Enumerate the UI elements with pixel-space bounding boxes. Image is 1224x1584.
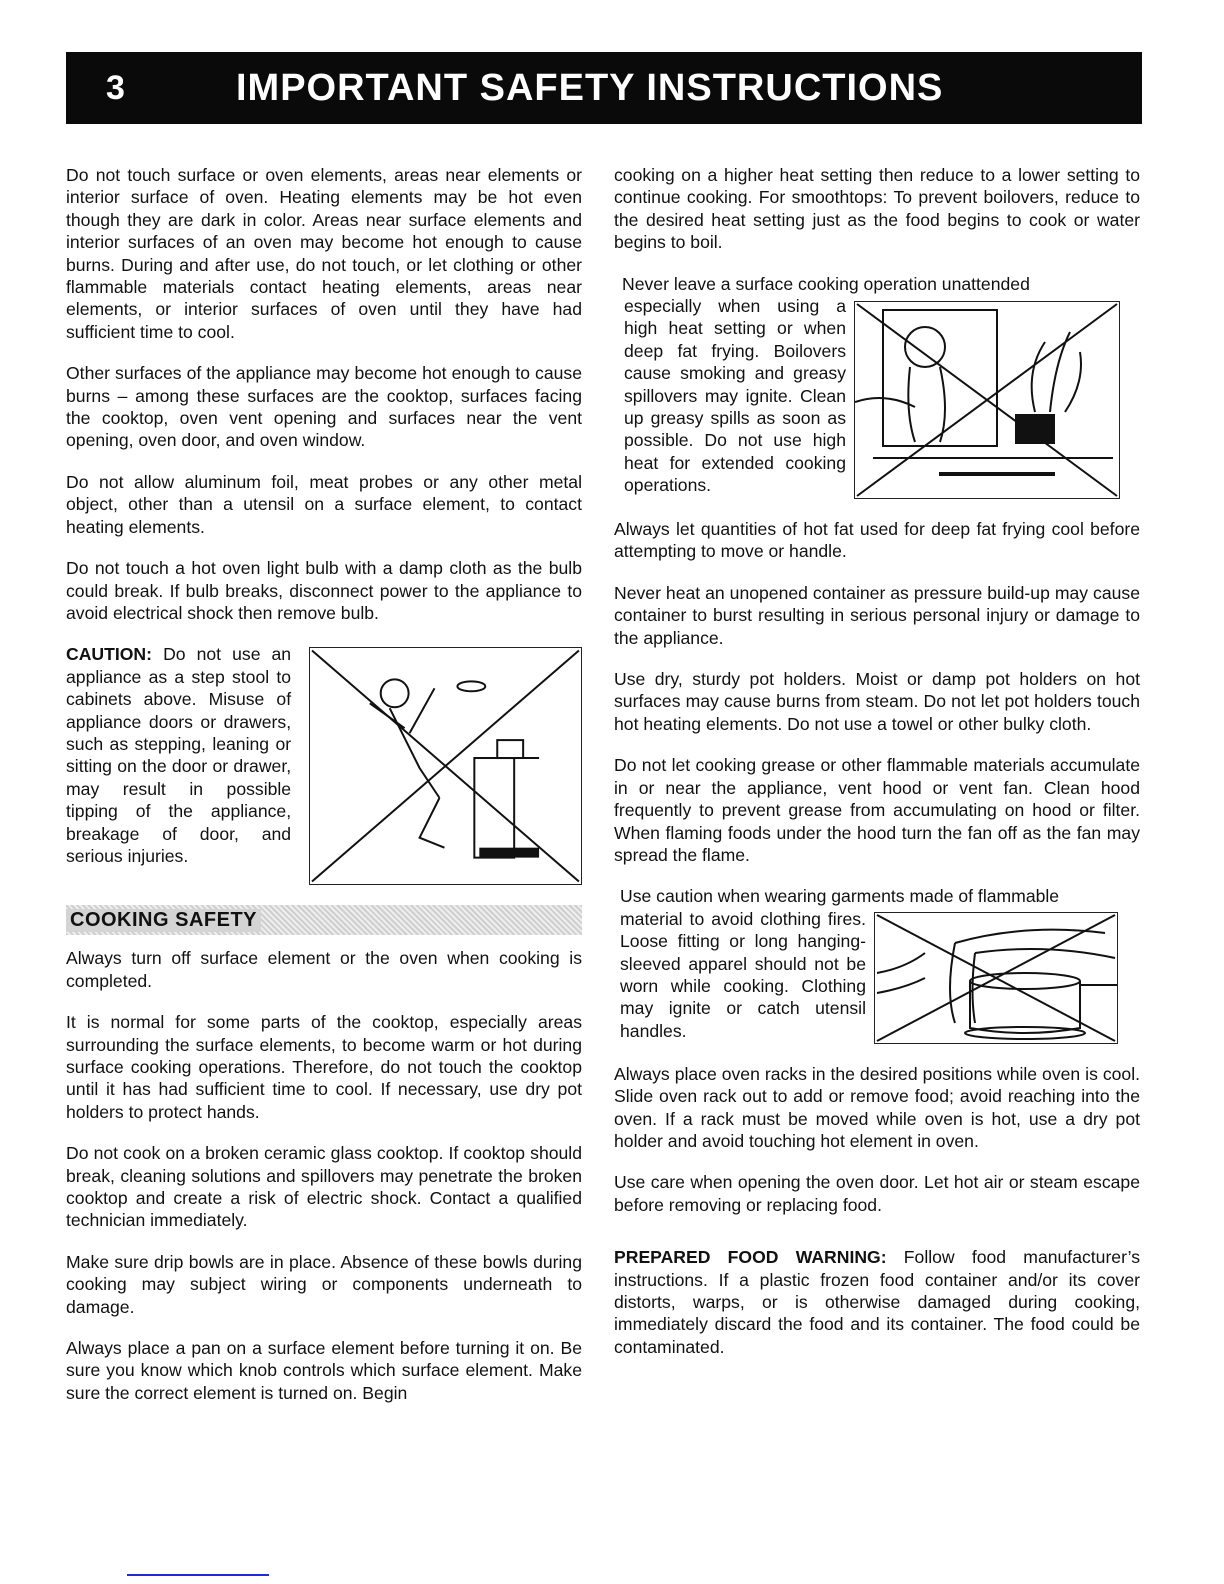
page-title: IMPORTANT SAFETY INSTRUCTIONS [236, 66, 944, 109]
caution-text [66, 643, 291, 867]
paragraph: Do not let cooking grease or other flammable materials accumulate in or near the appliance, vent hood or vent fan. Clean hood frequently to prevent grease from accumulating on hood or filter. When flaming foods under the hood turn the fan off as the fan may spread the flame. [614, 755, 1140, 865]
unattended-cooking-illustration [854, 301, 1120, 499]
cooking-safety-heading [66, 905, 582, 935]
paragraph: Always place a pan on a surface element before turning it on. Be sure you know which knob controls which surface element. Make sure the correct element is turned on. Begin [66, 1338, 582, 1403]
unattended-first-line: Never leave a surface cooking operation unattended [622, 273, 1030, 294]
paragraph: Do not allow aluminum foil, meat probes or any other metal object, other than a utensil on a surface element, to contact heating elements. [66, 471, 582, 537]
right-column [614, 164, 1140, 1377]
paragraph: Do not touch a hot oven light bulb with a damp cloth as the bulb could break. If bulb breaks, disconnect power to the appliance to avoid electrical shock then remove bulb. [66, 558, 582, 623]
paragraph: It is normal for some parts of the cooktop, especially areas surrounding the surface elements, to become warm or hot during surface cooking operations. Therefore, do not touch the cooktop until it has had sufficient time to cool. If necessary, use dry pot holders to protect hands. [66, 1012, 582, 1122]
paragraph: Make sure drip bowls are in place. Absence of these bowls during cooking may subject wiring or components underneath to damage. [66, 1251, 582, 1317]
unattended-text: especially when using a high heat setting or when deep fat frying. Boilovers cause smoking and greasy spillovers may ignite. Clean up greasy spills as soon as possible. Do not use high heat for extended cooking operations. [624, 296, 846, 496]
paragraph: Always turn off surface element or the oven when cooking is completed. [66, 948, 582, 991]
paragraph: Other surfaces of the appliance may become hot enough to cause burns – among these surfaces are the cooktop, surfaces facing the cooktop, oven vent opening and surfaces near the vent opening, oven door, and oven window. [66, 363, 582, 451]
footer-rule [127, 1574, 269, 1576]
caution-body: Do not use an appliance as a step stool to cabinets above. Misuse of appliance doors or drawers, such as stepping, leaning or sitting on the door or drawer, may result in possible tipping of the appliance, breakage of door, and serious injuries. [66, 644, 292, 866]
paragraph: Do not cook on a broken ceramic glass cooktop. If cooktop should break, cleaning solutions and spillovers may penetrate the broken cooktop and create a risk of electric shock. Contact a qualified technician immediately. [66, 1143, 582, 1231]
page-number: 3 [106, 68, 125, 107]
prohibited-cross-icon [310, 648, 581, 884]
paragraph: Use care when opening the oven door. Let hot air or steam escape before removing or replacing food. [614, 1172, 1140, 1215]
paragraph: Never heat an unopened container as pressure build-up may cause container to burst resulting in serious personal injury or damage to the appliance. [614, 582, 1140, 648]
garments-text: material to avoid clothing fires. Loose fitting or long hanging-sleeved apparel should not be worn while cooking. Clothing may ignite or catch utensil handles. [620, 908, 866, 1041]
section-heading-text: COOKING SAFETY [66, 909, 261, 931]
page-header-bar [66, 52, 1142, 124]
paragraph: Do not touch surface or oven elements, areas near elements or interior surface of oven. Heating elements may be hot even though they are dark in color. Areas near surface elements and interior surfaces of an oven may become hot enough to cause burns. During and after use, do not touch, or let clothing or other flammable materials contact heating elements, areas near elements, or interior surfaces of oven until they have had sufficient time to cool. [66, 165, 582, 342]
paragraph: Always let quantities of hot fat used for deep fat frying cool before attempting to move or handle. [614, 519, 1140, 562]
warning-body: Follow food manufacturer’s instructions. If a plastic frozen food container and/or its cover distorts, warps, or is otherwise damaged during cooking, immediately discard the food and its container. The food could be contaminated. [614, 1247, 1140, 1357]
paragraph: Always place oven racks in the desired positions while oven is cool. Slide oven rack out to add or remove food; avoid reaching into the oven. If a rack must be moved while oven is hot, use a dry pot holder and avoid touching hot element in oven. [614, 1063, 1140, 1151]
caution-label: CAUTION: [66, 644, 153, 665]
prepared-food-warning [614, 1246, 1140, 1358]
prohibited-cross-icon [875, 913, 1117, 1043]
garments-first-line: Use caution when wearing garments made of flammable [620, 886, 1060, 907]
paragraph: Use dry, sturdy pot holders. Moist or damp pot holders on hot surfaces may cause burns from steam. Do not let pot holders touch hot heating elements. Do not use a towel or other bulky cloth. [614, 669, 1140, 734]
caution-block [66, 643, 582, 885]
garments-block [614, 885, 1140, 1043]
left-column [66, 164, 582, 1423]
prohibited-cross-icon [855, 302, 1119, 498]
paragraph: cooking on a higher heat setting then reduce to a lower setting to continue cooking. For smoothtops: To prevent boilovers, reduce to the desired heat setting just as the food begins to cook or water begins to boil. [614, 165, 1140, 253]
unattended-block [614, 273, 1140, 499]
step-stool-warning-illustration [309, 647, 582, 885]
loose-sleeve-illustration [874, 912, 1118, 1044]
warning-label: PREPARED FOOD WARNING: [614, 1247, 887, 1268]
